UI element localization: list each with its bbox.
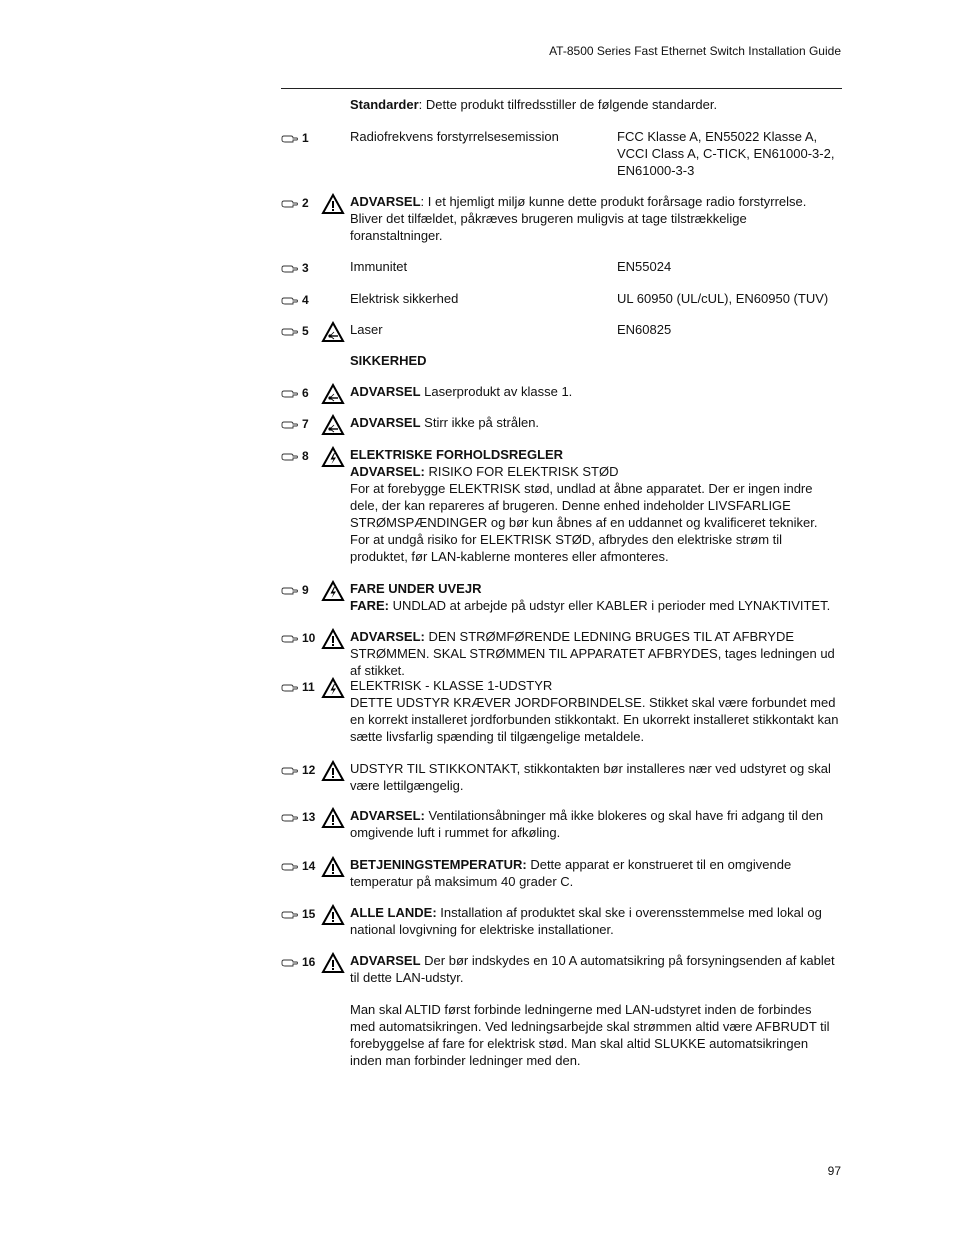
pointing-hand-icon xyxy=(281,327,299,337)
section-heading-text: SIKKERHED xyxy=(350,353,427,368)
intro-text: : Dette produkt tilfredsstiller de følgende standarder. xyxy=(418,97,718,112)
pointing-hand-icon xyxy=(281,766,299,776)
pointing-hand-icon xyxy=(281,862,299,872)
item-label: FARE: xyxy=(350,598,389,613)
item-number: 5 xyxy=(302,324,309,339)
item-title: ELEKTRISK - KLASSE 1-UDSTYR xyxy=(350,678,553,693)
item-ref xyxy=(281,808,321,826)
item-text xyxy=(350,446,840,565)
page-number: 97 xyxy=(827,1164,841,1178)
item-text xyxy=(350,193,840,244)
item-text xyxy=(350,414,840,431)
item-ref xyxy=(281,291,321,309)
item-number: 15 xyxy=(302,907,316,922)
item-ref xyxy=(281,629,321,647)
item-text xyxy=(350,580,840,614)
item-ref xyxy=(281,259,321,277)
item-number: 11 xyxy=(302,680,315,695)
item-ref xyxy=(281,384,321,402)
item-number: 7 xyxy=(302,417,309,432)
item-text: Laser xyxy=(350,322,383,337)
item-ref xyxy=(281,761,321,779)
item-number: 6 xyxy=(302,386,309,401)
header-rule xyxy=(281,88,842,89)
laser-warning-icon xyxy=(321,414,345,436)
running-header: AT-8500 Series Fast Ethernet Switch Installation Guide xyxy=(549,44,841,58)
item-label: ADVARSEL xyxy=(350,194,421,209)
item-text: UDSTYR TIL STIKKONTAKT, stikkontakten bør installeres nær ved udstyret og skal være lettilgængelig. xyxy=(350,761,831,793)
pointing-hand-icon xyxy=(281,910,299,920)
item-title: ELEKTRISKE FORHOLDSREGLER xyxy=(350,447,564,462)
item-label: ALLE LANDE: xyxy=(350,905,437,920)
item-label: ADVARSEL xyxy=(350,384,421,399)
item-ref xyxy=(281,447,321,465)
item-ref xyxy=(281,953,321,971)
item-body: UNDLAD at arbejde på udstyr eller KABLER i perioder med LYNAKTIVITET. xyxy=(389,598,831,613)
electric-warning-icon xyxy=(321,446,345,468)
item-text xyxy=(350,807,840,841)
pointing-hand-icon xyxy=(281,634,299,644)
item-body: Ventilationsåbninger må ikke blokeres og skal have fri adgang til den omgivende luft i rummet for afkøling. xyxy=(350,808,824,840)
pointing-hand-icon xyxy=(281,199,299,209)
item-body: Der bør indskydes en 10 A automatsikring på forsyningsenden af kablet til dette LAN-udstyr. xyxy=(350,953,835,985)
item-label: ADVARSEL xyxy=(350,415,421,430)
item-ref xyxy=(281,581,321,599)
item-label: ADVARSEL: xyxy=(350,464,425,479)
item-text xyxy=(350,383,840,400)
item-text xyxy=(350,952,840,1069)
item-number: 14 xyxy=(302,859,316,874)
item-text xyxy=(350,904,840,938)
pointing-hand-icon xyxy=(281,958,299,968)
item-number: 13 xyxy=(302,810,316,825)
item-ref xyxy=(281,415,321,433)
item-ref xyxy=(281,905,321,923)
item-body-2: Man skal ALTID først forbinde ledningerne med LAN-udstyret inden de forbindes med automatsikringen. Ved ledningsarbejde skal strømmen altid være AFBRUDT til forebyggelse af fare for elektrisk stød. Man skal altid SLUKKE automatsikringen inden man forbinder ledninger med den. xyxy=(350,1002,830,1068)
warning-triangle-icon xyxy=(321,628,345,650)
item-title: FARE UNDER UVEJR xyxy=(350,581,482,596)
electric-warning-icon xyxy=(321,580,345,602)
item-body: : I et hjemligt miljø kunne dette produkt forårsage radio forstyrrelse. Bliver det tilfældet, påkræves brugeren muligvis at tage tilstrækkelige foranstaltninger. xyxy=(350,194,807,243)
item-text xyxy=(350,856,840,890)
warning-triangle-icon xyxy=(321,760,345,782)
item-number: 10 xyxy=(302,631,316,646)
pointing-hand-icon xyxy=(281,420,299,430)
warning-triangle-icon xyxy=(321,807,345,829)
intro-line xyxy=(350,96,717,113)
pointing-hand-icon xyxy=(281,389,299,399)
item-standard: UL 60950 (UL/cUL), EN60950 (TUV) xyxy=(617,291,829,306)
item-standard: FCC Klasse A, EN55022 Klasse A, VCCI Class A, C-TICK, EN61000-3-2, EN61000-3-3 xyxy=(617,129,835,178)
electric-warning-icon xyxy=(321,677,345,699)
item-number: 9 xyxy=(302,583,309,598)
item-number: 16 xyxy=(302,955,316,970)
item-label: BETJENINGSTEMPERATUR: xyxy=(350,857,527,872)
item-number: 8 xyxy=(302,449,309,464)
item-text: Radiofrekvens forstyrrelsesemission xyxy=(350,129,559,144)
item-ref xyxy=(281,322,321,340)
pointing-hand-icon xyxy=(281,813,299,823)
item-subtitle: RISIKO FOR ELEKTRISK STØD xyxy=(424,464,619,479)
item-body: Installation af produktet skal ske i overensstemmelse med lokal og national lovgivning for elektriske installationer. xyxy=(350,905,822,937)
item-standard: EN60825 xyxy=(617,322,672,337)
item-label: ADVARSEL xyxy=(350,953,421,968)
item-text xyxy=(350,628,840,679)
warning-triangle-icon xyxy=(321,193,345,215)
pointing-hand-icon xyxy=(281,683,299,693)
item-number: 12 xyxy=(302,763,316,778)
item-number: 3 xyxy=(302,261,309,276)
item-number: 1 xyxy=(302,131,309,146)
item-ref xyxy=(281,129,321,147)
item-body: DEN STRØMFØRENDE LEDNING BRUGES TIL AT AFBRYDE STRØMMEN. SKAL STRØMMEN TIL APPARATET AFBRYDES, tages ledningen ud af stikket. xyxy=(350,629,835,678)
item-body: Laserprodukt av klasse 1. xyxy=(420,384,573,399)
item-ref xyxy=(281,678,321,696)
item-body: DETTE UDSTYR KRÆVER JORDFORBINDELSE. Stikket skal være forbundet med en korrekt installeret jordforbunden stikkontakt. En ukorrekt installeret stikkontakt kan sætte livsfarlig spænding til tilgængelige metaldele. xyxy=(350,695,839,744)
intro-label: Standarder xyxy=(350,97,419,112)
item-text xyxy=(350,677,840,745)
item-number: 4 xyxy=(302,293,309,308)
item-text: Elektrisk sikkerhed xyxy=(350,291,459,306)
item-text: Immunitet xyxy=(350,259,408,274)
pointing-hand-icon xyxy=(281,134,299,144)
pointing-hand-icon xyxy=(281,264,299,274)
item-label: ADVARSEL: xyxy=(350,808,425,823)
item-ref xyxy=(281,194,321,212)
item-number: 2 xyxy=(302,196,309,211)
item-standard: EN55024 xyxy=(617,259,672,274)
pointing-hand-icon xyxy=(281,452,299,462)
item-body: Dette apparat er konstrueret til en omgivende temperatur på maksimum 40 grader C. xyxy=(350,857,792,889)
item-body: For at forebygge ELEKTRISK stød, undlad at åbne apparatet. Der er ingen indre dele, der kan repareres af brugeren. Denne enhed indeholder LIVSFARLIGE STRØMSPÆNDINGER og bør kun åbnes af en uddannet og kvalificeret tekniker. For at undgå risiko for ELEKTRISK STØD, afbrydes den elektriske strøm til produktet, før LAN-kablerne monteres eller afmonteres. xyxy=(350,481,818,564)
warning-triangle-icon xyxy=(321,856,345,878)
warning-triangle-icon xyxy=(321,952,345,974)
pointing-hand-icon xyxy=(281,296,299,306)
laser-warning-icon xyxy=(321,321,345,343)
warning-triangle-icon xyxy=(321,904,345,926)
laser-warning-icon xyxy=(321,383,345,405)
item-ref xyxy=(281,857,321,875)
pointing-hand-icon xyxy=(281,586,299,596)
item-body: Stirr ikke på strålen. xyxy=(420,415,540,430)
item-label: ADVARSEL: xyxy=(350,629,425,644)
